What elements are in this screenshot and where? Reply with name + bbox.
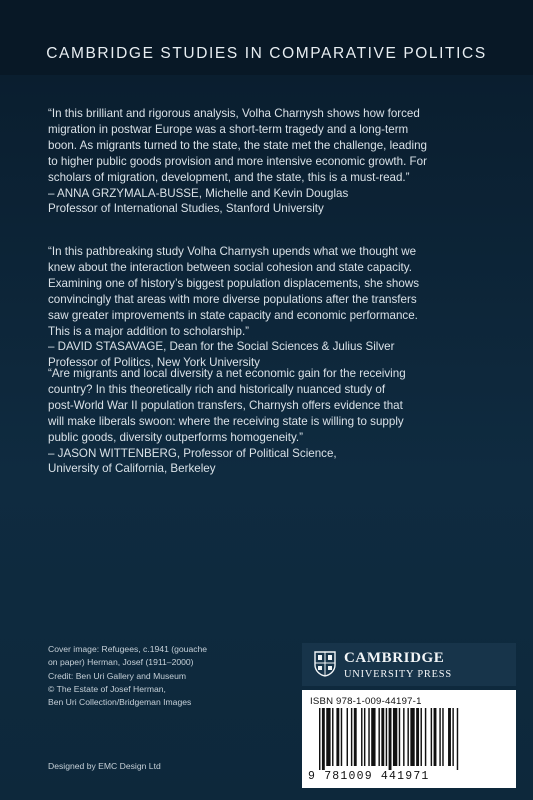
endorsement-2 <box>48 244 498 371</box>
designer-credit: Designed by EMC Design Ltd <box>48 761 161 771</box>
quote-attribution: – JASON WITTENBERG, Professor of Political Science, <box>48 446 337 460</box>
credit-line: Ben Uri Collection/Bridgeman Images <box>48 697 192 708</box>
quote-attribution: University of California, Berkeley <box>48 462 216 476</box>
quote-line: “In this pathbreaking study Volha Charnysh upends what we thought we <box>48 245 417 258</box>
quote-attribution: – ANNA GRZYMALA-BUSSE, Michelle and Kevin Douglas <box>48 186 349 200</box>
endorsement-1 <box>48 106 498 217</box>
barcode-bar <box>452 708 453 766</box>
quote-line: public goods, diversity outperforms homogeneity.” <box>48 430 303 444</box>
quote-line: will make liberals swoon: where the receiving state is willing to supply <box>48 414 404 428</box>
barcode-bar <box>386 708 387 766</box>
quote-attribution: – DAVID STASAVAGE, Dean for the Social Sciences & Julius Silver <box>48 340 395 354</box>
quote-line: This is a major addition to scholarship.” <box>48 324 250 338</box>
barcode-bar <box>442 708 443 766</box>
barcode-bar <box>371 708 375 766</box>
barcode-bar <box>399 708 400 766</box>
credit-line: Credit: Ben Uri Gallery and Museum <box>48 670 187 681</box>
quote-line: post-World War II population transfers, Charnysh offers evidence that <box>48 398 403 412</box>
quote-line: boon. As migrants turned to the state, the state met the challenge, leading <box>48 138 427 152</box>
barcode-bar <box>407 708 408 766</box>
barcode-bar <box>322 708 325 770</box>
barcode-bar <box>416 708 419 766</box>
quote-line: saw greater improvements in state capacity and economic performance. <box>48 308 418 322</box>
barcode-bar <box>410 708 414 766</box>
publisher-logo <box>302 643 516 686</box>
barcode-icon <box>319 708 507 770</box>
publisher-name: CAMBRIDGE <box>344 650 445 666</box>
barcode-bar <box>336 708 339 766</box>
barcode-bar <box>393 708 397 766</box>
credit-line: on paper) Herman, Josef (1911–2000) <box>48 657 194 668</box>
barcode-bar <box>368 708 369 766</box>
quote-line: “In this brilliant and rigorous analysis, Volha Charnysh shows how forced <box>48 107 420 120</box>
barcode-panel <box>302 690 516 788</box>
quote-line: knew about the interaction between social cohesion and state capacity. <box>48 260 412 274</box>
barcode-bar <box>389 708 392 770</box>
barcode-bar <box>381 708 384 766</box>
barcode-bar <box>354 708 357 766</box>
barcode-bar <box>431 708 432 766</box>
barcode-bar <box>403 708 404 766</box>
barcode-bar <box>351 708 352 766</box>
endorsement-3 <box>48 366 498 477</box>
quote-attribution: Professor of Politics, New York University <box>48 356 260 370</box>
barcode-bar <box>341 708 342 766</box>
barcode-bar <box>378 708 379 766</box>
quote-line: scholars of migration, development, and the state, this is a must-read.” <box>48 170 410 184</box>
barcode-bar <box>439 708 440 766</box>
barcode-bar <box>347 708 348 766</box>
quote-line: migration in postwar Europe was a short-term tragedy and a long-term <box>48 122 409 136</box>
cover-image-credit <box>48 643 278 709</box>
quote-line: “Are migrants and local diversity a net economic gain for the receiving <box>48 367 406 380</box>
quote-attribution: Professor of International Studies, Stanford University <box>48 202 324 216</box>
barcode-bar <box>434 708 437 766</box>
shield-crest-icon <box>314 651 336 677</box>
barcode-digits: 9 781009 441971 <box>308 770 430 783</box>
publisher-subtitle: UNIVERSITY PRESS <box>344 669 452 680</box>
credit-line: © The Estate of Josef Herman, <box>48 683 166 694</box>
quote-line: convincingly that areas with more diverse populations after the transfers <box>48 292 417 306</box>
barcode-bar <box>361 708 362 766</box>
barcode-bar <box>364 708 365 766</box>
credit-line: Cover image: Refugees, c.1941 (gouache <box>48 644 208 654</box>
isbn-text: ISBN 978-1-009-44197-1 <box>310 696 422 707</box>
series-title: CAMBRIDGE STUDIES IN COMPARATIVE POLITICS <box>46 45 487 62</box>
quote-line: to higher public goods provision and more intensive economic growth. For <box>48 154 427 168</box>
series-band <box>0 0 533 75</box>
barcode-bar <box>448 708 451 766</box>
barcode-bar <box>319 708 320 770</box>
barcode-bar <box>425 708 426 766</box>
barcode-bar <box>421 708 422 766</box>
quote-line: country? In this theoretically rich and historically nuanced study of <box>48 382 386 396</box>
barcode-bar <box>457 708 458 770</box>
quote-line: Examining one of history’s biggest population displacements, she shows <box>48 276 419 290</box>
barcode-bar <box>332 708 333 766</box>
barcode-bar <box>326 708 330 766</box>
